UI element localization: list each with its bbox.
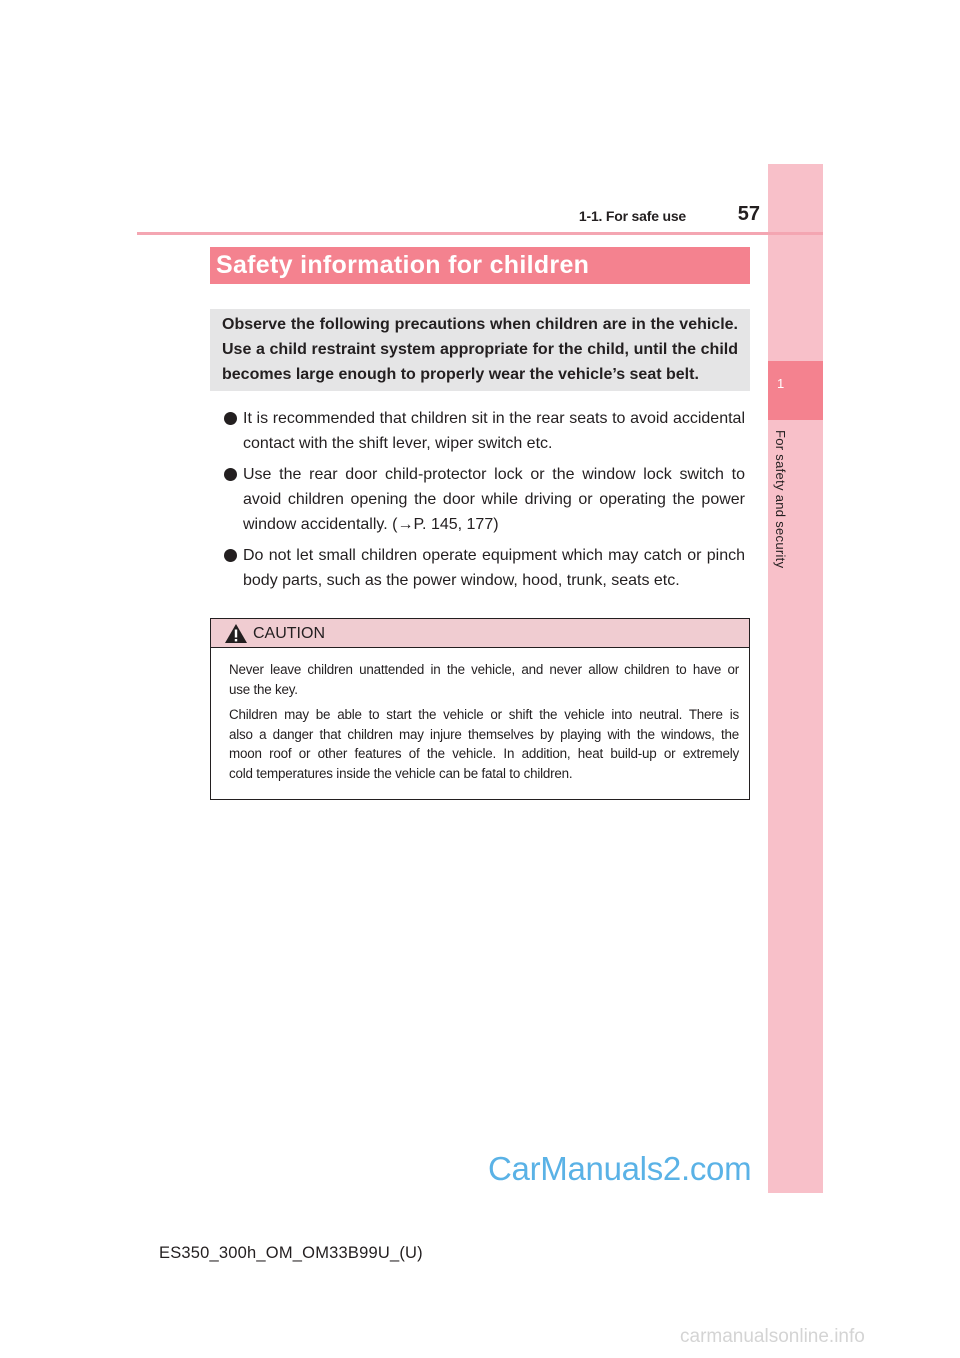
bullet-item <box>224 406 745 456</box>
caution-paragraph <box>229 705 739 783</box>
header-rule <box>137 232 823 235</box>
caution-line: also a danger that children may injure themselves by playing with the windows, the <box>229 726 739 742</box>
bullet-line-with-page-reference[interactable]: window accidentally. (→P. 145, 177) <box>243 516 499 533</box>
bottom-watermark: carmanualsonline.info <box>680 1326 865 1347</box>
intro-box <box>210 309 750 391</box>
bullet-item <box>224 543 745 593</box>
bullet-dot-icon <box>224 412 237 425</box>
side-tab-chapter-title: For safety and security <box>773 430 788 569</box>
side-tab-chapter-number: 1 <box>768 361 823 420</box>
caution-header <box>211 619 749 648</box>
warning-triangle-icon <box>225 624 247 643</box>
intro-line: becomes large enough to properly wear the vehicle’s seat belt. <box>222 366 699 383</box>
caution-line: Never leave children unattended in the vehicle, and never allow children to have or <box>229 662 739 677</box>
caution-box <box>210 618 750 800</box>
bullet-line: contact with the shift lever, wiper switch etc. <box>243 435 553 452</box>
bullet-dot-icon <box>224 549 237 562</box>
bullet-line: It is recommended that children sit in the rear seats to avoid accidental <box>243 410 745 427</box>
caution-line: use the key. <box>229 681 298 697</box>
footer-document-code: ES350_300h_OM_OM33B99U_(U) <box>159 1244 423 1262</box>
section-title-bar <box>210 247 750 284</box>
bullet-item <box>224 462 745 537</box>
caution-label: CAUTION <box>253 625 325 642</box>
section-title: Safety information for children <box>216 251 590 279</box>
caution-paragraph <box>229 660 739 699</box>
caution-line: moon roof or other features of the vehicle. In addition, heat build-up or extremely <box>229 746 739 761</box>
caution-line: cold temperatures inside the vehicle can be fatal to children. <box>229 765 573 781</box>
bullet-dot-icon <box>224 468 237 481</box>
bullet-line: Use the rear door child-protector lock or the window lock switch to <box>243 466 745 483</box>
page-number: 57 <box>737 203 760 225</box>
site-watermark: CarManuals2.com <box>488 1150 752 1187</box>
running-header-section: 1-1. For safe use <box>578 208 686 224</box>
bullet-line: Do not let small children operate equipment which may catch or pinch <box>243 547 745 564</box>
intro-line: Observe the following precautions when children are in the vehicle. <box>222 316 738 333</box>
side-tab-band <box>768 164 823 1193</box>
caution-line: Children may be able to start the vehicle or shift the vehicle into neutral. There is <box>229 707 739 722</box>
bullet-line: body parts, such as the power window, hood, trunk, seats etc. <box>243 572 680 589</box>
bullet-line: avoid children opening the door while driving or operating the power <box>243 491 745 508</box>
intro-line: Use a child restraint system appropriate for the child, until the child <box>222 341 738 358</box>
